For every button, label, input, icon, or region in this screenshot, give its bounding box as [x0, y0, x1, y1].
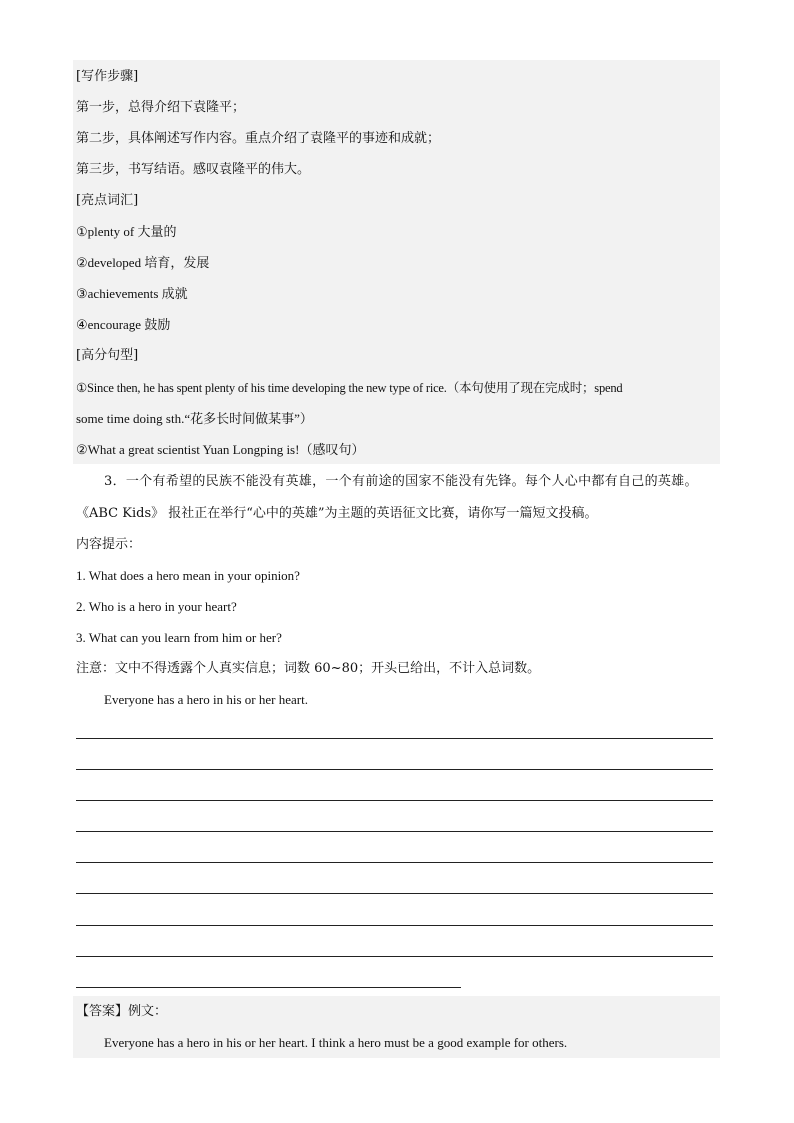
vocab-header: [亮点词汇]: [76, 193, 139, 208]
answer-text: Everyone has a hero in his or her heart. I think a hero must be a good example for others.: [104, 1035, 568, 1050]
writing-line: [76, 956, 713, 957]
hint-item: 3. What can you learn from him or her?: [76, 630, 282, 645]
writing-line: [76, 738, 713, 739]
sentences-header: [高分句型]: [76, 348, 139, 363]
hint-item: 1. What does a hero mean in your opinion?: [76, 568, 300, 583]
sentence-1-line-1: ①Since then, he has spent plenty of his time developing the new type of rice.（本句使用了现在完成时；spend: [76, 381, 623, 395]
writing-line: [76, 800, 713, 801]
task-line-2: 《ABC Kids》 报社正在举行“心中的英雄”为主题的英语征文比赛，请你写一篇短文投稿。: [76, 506, 598, 521]
step-2: 第二步，具体阐述写作内容。重点介绍了袁隆平的事迹和成就；: [76, 131, 441, 146]
vocab-item: ③achievements 成就: [76, 286, 188, 301]
writing-line: [76, 831, 713, 832]
hint-item: 2. Who is a hero in your heart?: [76, 599, 237, 614]
vocab-item: ②developed 培育，发展: [76, 255, 210, 270]
task-note: 注意：文中不得透露个人真实信息；词数 60~80；开头已给出，不计入总词数。: [76, 661, 541, 676]
writing-line: [76, 769, 713, 770]
sentence-1-line-2: some time doing sth.“花多长时间做某事”）: [76, 411, 313, 426]
step-1: 第一步，总得介绍下袁隆平；: [76, 100, 246, 115]
vocab-item: ①plenty of 大量的: [76, 224, 177, 239]
sentence-2: ②What a great scientist Yuan Longping is!（感叹句）: [76, 442, 365, 457]
answer-header: 【答案】例文：: [76, 1004, 168, 1019]
opening-sentence: Everyone has a hero in his or her heart.: [104, 692, 308, 707]
writing-line: [76, 925, 713, 926]
writing-line: [76, 862, 713, 863]
writing-line-short: [76, 987, 461, 988]
task-line-1: 3．一个有希望的民族不能没有英雄，一个有前途的国家不能没有先锋。每个人心中都有自己的英雄。: [104, 474, 698, 489]
vocab-item: ④encourage 鼓励: [76, 317, 171, 332]
step-3: 第三步，书写结语。感叹袁隆平的伟大。: [76, 162, 311, 177]
hint-header: 内容提示：: [76, 537, 142, 552]
writing-line: [76, 893, 713, 894]
steps-header: [写作步骤]: [76, 69, 139, 84]
